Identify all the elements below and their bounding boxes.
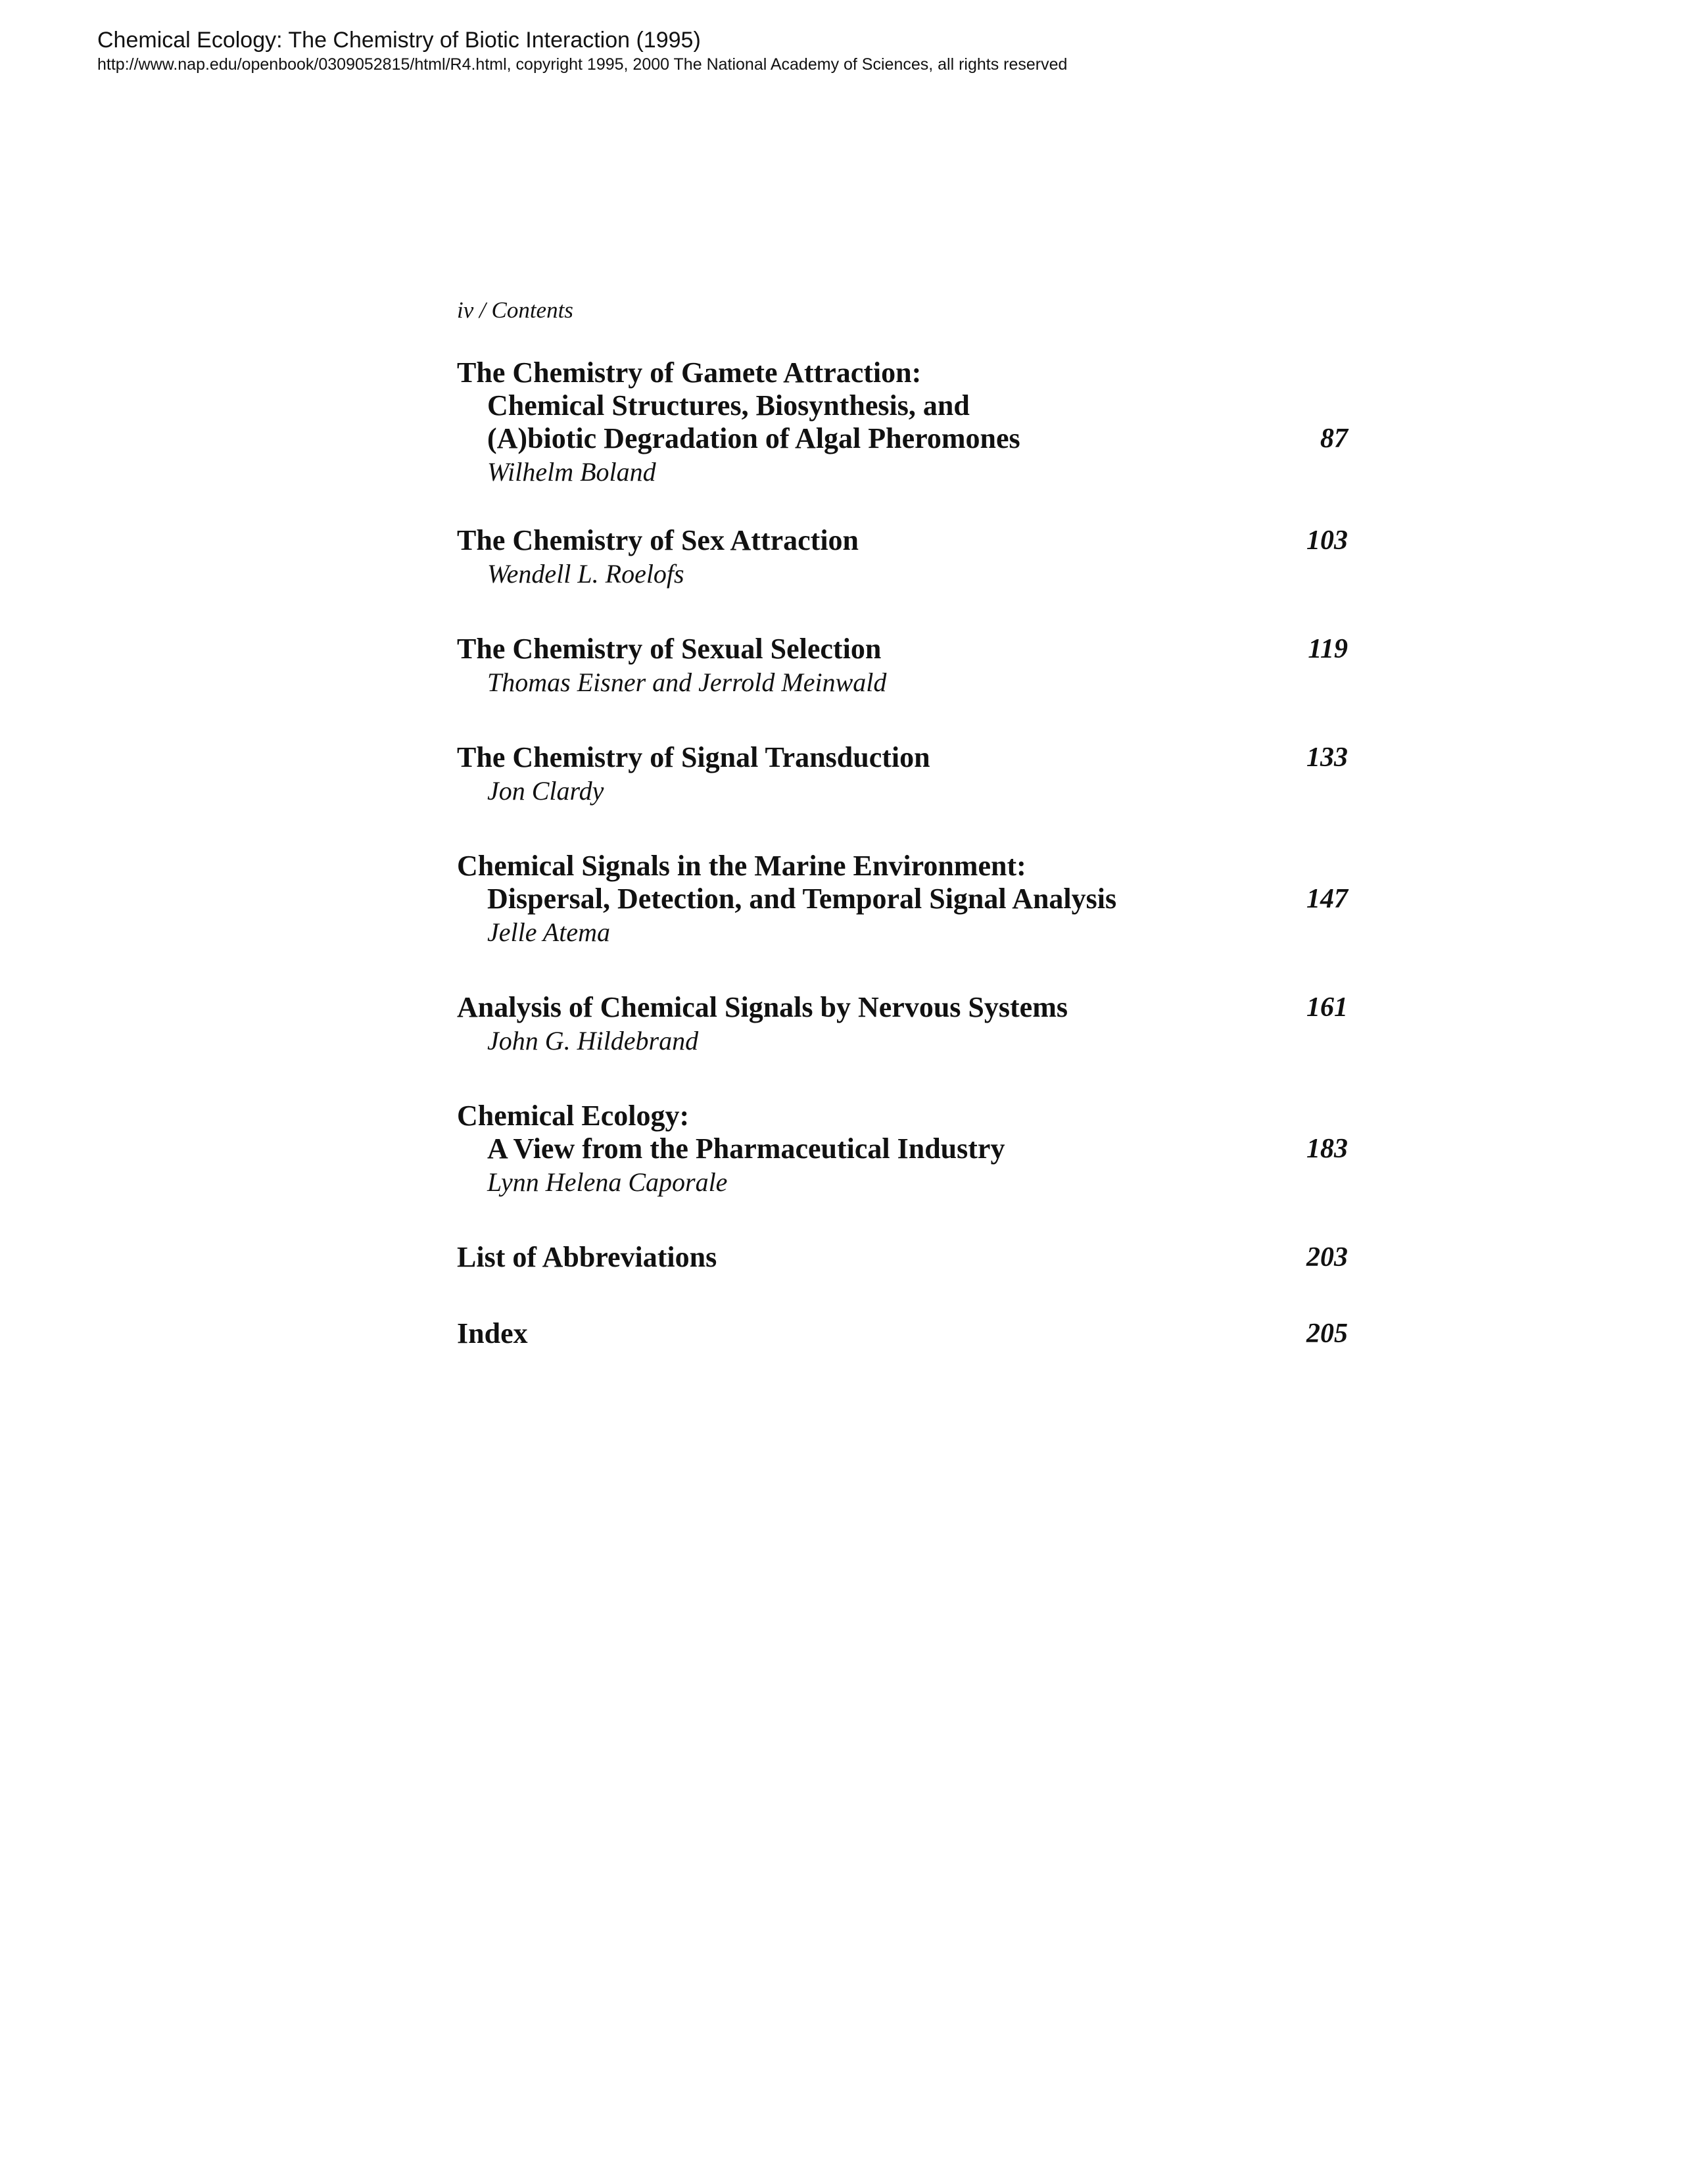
toc-entry-author: John G. Hildebrand xyxy=(487,1026,699,1056)
toc-entry xyxy=(457,1317,1348,1350)
toc-entry-page: 87 xyxy=(1320,424,1348,454)
toc-entry-title-line: Analysis of Chemical Signals by Nervous Systems xyxy=(457,991,1068,1023)
source-title: Chemical Ecology: The Chemistry of Biotic Interaction (1995) xyxy=(97,28,701,53)
toc-entry-title xyxy=(457,356,1246,455)
source-url-line: http://www.nap.edu/openbook/0309052815/html/R4.html, copyright 1995, 2000 The National Academy of Sciences, all rights reserved xyxy=(97,55,1068,74)
toc-entry-title-line: The Chemistry of Sex Attraction xyxy=(457,524,859,556)
toc-entry-title-line: Index xyxy=(457,1317,528,1349)
toc-entry-title xyxy=(457,633,1246,666)
toc-entry-title-line: Chemical Structures, Biosynthesis, and xyxy=(487,389,970,422)
toc-entry-title-line: The Chemistry of Gamete Attraction: xyxy=(457,356,922,389)
toc-entry-title-line: Dispersal, Detection, and Temporal Signal Analysis xyxy=(487,883,1117,915)
toc-entry-author: Jelle Atema xyxy=(487,917,610,947)
toc-entry-page: 147 xyxy=(1306,884,1348,914)
toc-entry-page: 119 xyxy=(1308,634,1348,664)
toc-entry-author: Wendell L. Roelofs xyxy=(487,559,684,589)
toc-entry-title xyxy=(457,1100,1246,1165)
contents-page xyxy=(457,296,1348,1350)
toc-entry-title-line: Chemical Ecology: xyxy=(457,1100,690,1132)
toc-entry-author: Jon Clardy xyxy=(487,776,604,806)
toc-entry-page: 203 xyxy=(1306,1242,1348,1273)
toc-entry-title xyxy=(457,741,1246,774)
toc-entry xyxy=(457,356,1348,489)
toc-entry-title-line: Chemical Signals in the Marine Environment: xyxy=(457,850,1026,882)
toc-entry-title-line: The Chemistry of Sexual Selection xyxy=(457,633,882,665)
toc-entry-author: Lynn Helena Caporale xyxy=(487,1167,728,1197)
toc-entry-title xyxy=(457,1241,1246,1274)
toc-entry xyxy=(457,1241,1348,1274)
toc-entry-title xyxy=(457,524,1246,557)
toc-entry-title-line: The Chemistry of Signal Transduction xyxy=(457,741,930,773)
toc-entry-title-line: (A)biotic Degradation of Algal Pheromones xyxy=(487,422,1020,454)
toc-entry-page: 161 xyxy=(1306,992,1348,1023)
running-head: iv / Contents xyxy=(457,297,573,323)
toc-entry xyxy=(457,850,1348,949)
toc-entry-author: Thomas Eisner and Jerrold Meinwald xyxy=(487,667,887,697)
toc-entry xyxy=(457,1100,1348,1199)
toc-entry-title-line: A View from the Pharmaceutical Industry xyxy=(487,1132,1005,1165)
toc-entry-title xyxy=(457,1317,1246,1350)
toc-entry-page: 205 xyxy=(1306,1319,1348,1349)
toc-entry-title-line: List of Abbreviations xyxy=(457,1241,717,1273)
toc-entry xyxy=(457,524,1348,591)
toc-entry xyxy=(457,991,1348,1057)
toc-entry-author: Wilhelm Boland xyxy=(487,457,656,487)
toc-entry xyxy=(457,633,1348,699)
toc-entry-page: 103 xyxy=(1306,525,1348,556)
source-header xyxy=(97,26,1610,75)
toc-entry-title xyxy=(457,991,1246,1024)
toc-entry-page: 133 xyxy=(1306,742,1348,773)
toc-entry-page: 183 xyxy=(1306,1134,1348,1164)
toc-entry-title xyxy=(457,850,1246,915)
toc-entry xyxy=(457,741,1348,808)
